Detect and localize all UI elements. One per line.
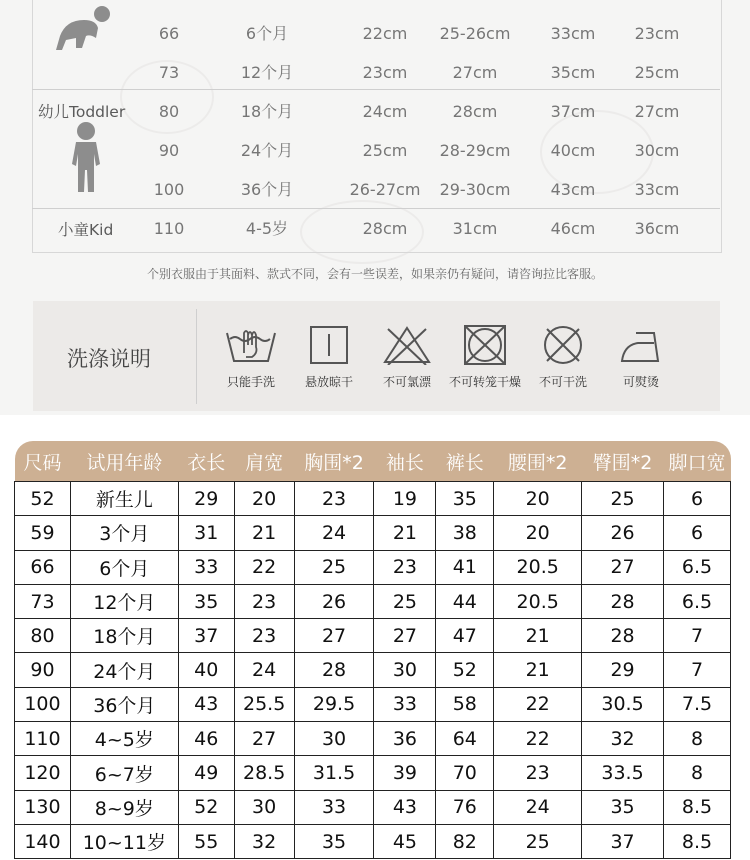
table-cell: 8~9岁 — [70, 790, 178, 824]
table-cell: 100 — [15, 687, 71, 721]
size-guide-section — [0, 0, 750, 415]
wash-item-label: 可熨烫 — [622, 375, 659, 389]
table-cell: 6 — [663, 482, 730, 516]
measure-cell: 33cm — [550, 24, 596, 43]
table-cell: 23 — [234, 584, 294, 618]
column-header: 肩宽 — [234, 441, 294, 482]
table-cell: 24 — [294, 516, 374, 550]
age-cell: 12个月 — [240, 63, 294, 82]
table-cell: 46 — [178, 722, 234, 756]
age-cell: 18个月 — [240, 102, 294, 121]
age-cell: 6个月 — [245, 24, 289, 43]
table-cell: 29 — [178, 482, 234, 516]
table-cell: 49 — [178, 756, 234, 790]
wash-item-hang-dry — [292, 325, 366, 390]
table-cell: 140 — [15, 824, 71, 858]
table-cell: 6 — [663, 516, 730, 550]
table-cell: 76 — [436, 790, 494, 824]
group-label-kid: 小童Kid — [58, 221, 114, 239]
measure-cell: 22cm — [362, 24, 408, 43]
measure-cell: 28-29cm — [439, 141, 511, 160]
table-cell: 30 — [374, 653, 436, 687]
table-cell: 28 — [582, 584, 664, 618]
table-row — [15, 687, 731, 721]
table-row — [15, 550, 731, 584]
table-cell: 110 — [15, 722, 71, 756]
table-cell: 80 — [15, 619, 71, 653]
size-cell: 73 — [158, 63, 180, 82]
table-cell: 33 — [294, 790, 374, 824]
measure-cell: 35cm — [550, 63, 596, 82]
table-cell: 27 — [374, 619, 436, 653]
table-cell: 7 — [663, 619, 730, 653]
table-cell: 6~7岁 — [70, 756, 178, 790]
table-cell: 44 — [436, 584, 494, 618]
no-tumble-dry-icon — [458, 325, 512, 365]
hand-wash-icon — [224, 325, 278, 365]
table-cell: 8 — [663, 722, 730, 756]
table-cell: 23 — [294, 482, 374, 516]
column-header: 胸围*2 — [294, 441, 374, 482]
table-cell: 6.5 — [663, 550, 730, 584]
table-cell: 21 — [494, 653, 582, 687]
wash-item-no-bleach — [370, 325, 444, 390]
size-cell: 80 — [158, 102, 180, 121]
table-cell: 18个月 — [70, 619, 178, 653]
column-header: 尺码 — [15, 441, 71, 482]
size-cell: 90 — [158, 141, 180, 160]
table-cell: 26 — [582, 516, 664, 550]
measure-cell: 26-27cm — [349, 180, 421, 199]
table-cell: 31 — [178, 516, 234, 550]
table-cell: 24个月 — [70, 653, 178, 687]
table-cell: 130 — [15, 790, 71, 824]
size-cell: 100 — [153, 180, 185, 199]
table-cell: 21 — [494, 619, 582, 653]
table-row — [15, 653, 731, 687]
table-cell: 35 — [582, 790, 664, 824]
group-divider — [32, 89, 720, 90]
column-header: 裤长 — [436, 441, 494, 482]
table-cell: 31.5 — [294, 756, 374, 790]
table-cell: 8.5 — [663, 790, 730, 824]
table-cell: 3个月 — [70, 516, 178, 550]
table-cell: 20 — [234, 482, 294, 516]
table-row — [15, 790, 731, 824]
table-cell: 24 — [494, 790, 582, 824]
measure-cell: 23cm — [634, 24, 680, 43]
table-cell: 21 — [374, 516, 436, 550]
measure-cell: 40cm — [550, 141, 596, 160]
table-cell: 35 — [436, 482, 494, 516]
table-cell: 22 — [234, 550, 294, 584]
crawling-baby-icon — [52, 4, 114, 54]
measurement-table — [14, 441, 731, 859]
table-cell: 21 — [234, 516, 294, 550]
table-row — [15, 516, 731, 550]
table-cell: 8 — [663, 756, 730, 790]
table-cell: 7.5 — [663, 687, 730, 721]
measure-cell: 24cm — [362, 102, 408, 121]
table-cell: 33.5 — [582, 756, 664, 790]
table-cell: 6个月 — [70, 550, 178, 584]
table-cell: 6.5 — [663, 584, 730, 618]
wash-item-label: 不可氯漂 — [382, 375, 431, 389]
measure-cell: 28cm — [452, 102, 498, 121]
table-cell: 43 — [374, 790, 436, 824]
wash-item-no-tumble-dry — [448, 325, 522, 390]
size-cell: 66 — [158, 24, 180, 43]
table-row — [15, 824, 731, 858]
toddler-icon — [66, 120, 106, 196]
measure-cell: 25-26cm — [439, 24, 511, 43]
age-cell: 36个月 — [240, 180, 294, 199]
table-cell: 24 — [234, 653, 294, 687]
table-cell: 52 — [436, 653, 494, 687]
table-cell: 33 — [374, 687, 436, 721]
wash-item-label: 不可干洗 — [538, 375, 587, 389]
group-label-toddler: 幼儿Toddler — [38, 103, 126, 121]
wash-item-no-dry-clean — [526, 325, 600, 390]
measure-cell: 46cm — [550, 219, 596, 238]
table-cell: 40 — [178, 653, 234, 687]
table-cell: 7 — [663, 653, 730, 687]
group-divider — [32, 208, 720, 209]
table-cell: 64 — [436, 722, 494, 756]
table-cell: 37 — [178, 619, 234, 653]
table-cell: 37 — [582, 824, 664, 858]
table-cell: 20.5 — [494, 584, 582, 618]
table-cell: 41 — [436, 550, 494, 584]
table-cell: 30.5 — [582, 687, 664, 721]
table-row — [15, 722, 731, 756]
no-dry-clean-icon — [536, 325, 590, 365]
table-cell: 38 — [436, 516, 494, 550]
table-cell: 35 — [178, 584, 234, 618]
age-cell: 4-5岁 — [245, 219, 289, 238]
table-cell: 28 — [582, 619, 664, 653]
table-cell: 22 — [494, 722, 582, 756]
table-cell: 33 — [178, 550, 234, 584]
table-cell: 32 — [582, 722, 664, 756]
table-cell: 22 — [494, 687, 582, 721]
measure-cell: 36cm — [634, 219, 680, 238]
age-cell: 24个月 — [240, 141, 294, 160]
measure-cell: 29-30cm — [439, 180, 511, 199]
measure-cell: 37cm — [550, 102, 596, 121]
wash-item-label: 只能手洗 — [226, 375, 275, 389]
table-cell: 35 — [294, 824, 374, 858]
table-cell: 20 — [494, 516, 582, 550]
table-cell: 27 — [582, 550, 664, 584]
table-cell: 4~5岁 — [70, 722, 178, 756]
table-row — [15, 482, 731, 516]
table-cell: 52 — [15, 482, 71, 516]
table-cell: 36个月 — [70, 687, 178, 721]
table-cell: 73 — [15, 584, 71, 618]
table-cell: 27 — [294, 619, 374, 653]
table-cell: 47 — [436, 619, 494, 653]
table-header-row — [15, 441, 731, 482]
table-cell: 23 — [234, 619, 294, 653]
table-cell: 82 — [436, 824, 494, 858]
measure-cell: 28cm — [362, 219, 408, 238]
column-header: 衣长 — [178, 441, 234, 482]
table-cell: 29 — [582, 653, 664, 687]
table-cell: 23 — [494, 756, 582, 790]
table-cell: 120 — [15, 756, 71, 790]
table-cell: 10~11岁 — [70, 824, 178, 858]
table-cell: 20 — [494, 482, 582, 516]
table-cell: 70 — [436, 756, 494, 790]
table-cell: 23 — [374, 550, 436, 584]
column-header: 袖长 — [374, 441, 436, 482]
measure-cell: 25cm — [362, 141, 408, 160]
size-cell: 110 — [153, 219, 185, 238]
measure-cell: 30cm — [634, 141, 680, 160]
table-cell: 59 — [15, 516, 71, 550]
column-header: 试用年龄 — [70, 441, 178, 482]
table-cell: 20.5 — [494, 550, 582, 584]
table-cell: 19 — [374, 482, 436, 516]
table-cell: 25 — [494, 824, 582, 858]
wash-item-hand-wash — [214, 325, 288, 390]
column-header: 脚口宽 — [663, 441, 730, 482]
table-cell: 43 — [178, 687, 234, 721]
table-cell: 66 — [15, 550, 71, 584]
table-cell: 12个月 — [70, 584, 178, 618]
table-cell: 28 — [294, 653, 374, 687]
size-note: 个别衣服由于其面料、款式不同，会有一些误差，如果亲仍有疑问，请咨询拉比客服。 — [146, 267, 603, 281]
table-body — [15, 482, 731, 859]
table-cell: 29.5 — [294, 687, 374, 721]
table-cell: 30 — [294, 722, 374, 756]
table-cell: 26 — [294, 584, 374, 618]
table-cell: 32 — [234, 824, 294, 858]
table-cell: 39 — [374, 756, 436, 790]
measure-cell: 33cm — [634, 180, 680, 199]
column-header: 腰围*2 — [494, 441, 582, 482]
iron-icon — [614, 325, 668, 365]
hang-dry-icon — [302, 325, 356, 365]
table-cell: 30 — [234, 790, 294, 824]
wash-item-label: 不可转笼干燥 — [448, 375, 521, 389]
table-cell: 28.5 — [234, 756, 294, 790]
measure-cell: 27cm — [452, 63, 498, 82]
table-row — [15, 619, 731, 653]
table-cell: 25 — [374, 584, 436, 618]
table-cell: 新生儿 — [70, 482, 178, 516]
column-header: 臀围*2 — [582, 441, 664, 482]
measure-cell: 25cm — [634, 63, 680, 82]
table-cell: 55 — [178, 824, 234, 858]
table-cell: 52 — [178, 790, 234, 824]
table-row — [15, 584, 731, 618]
table-cell: 36 — [374, 722, 436, 756]
measure-cell: 43cm — [550, 180, 596, 199]
measure-cell: 27cm — [634, 102, 680, 121]
table-cell: 90 — [15, 653, 71, 687]
table-row — [15, 756, 731, 790]
wash-item-iron — [604, 325, 678, 390]
wash-divider — [196, 309, 197, 404]
measure-cell: 23cm — [362, 63, 408, 82]
no-bleach-icon — [380, 325, 434, 365]
table-cell: 25 — [582, 482, 664, 516]
wash-title: 洗涤说明 — [67, 347, 151, 371]
table-cell: 25 — [294, 550, 374, 584]
table-cell: 45 — [374, 824, 436, 858]
wash-instructions — [33, 301, 720, 411]
wash-item-label: 悬放晾干 — [304, 375, 353, 389]
measure-cell: 31cm — [452, 219, 498, 238]
table-cell: 58 — [436, 687, 494, 721]
table-cell: 27 — [234, 722, 294, 756]
table-cell: 8.5 — [663, 824, 730, 858]
table-cell: 25.5 — [234, 687, 294, 721]
